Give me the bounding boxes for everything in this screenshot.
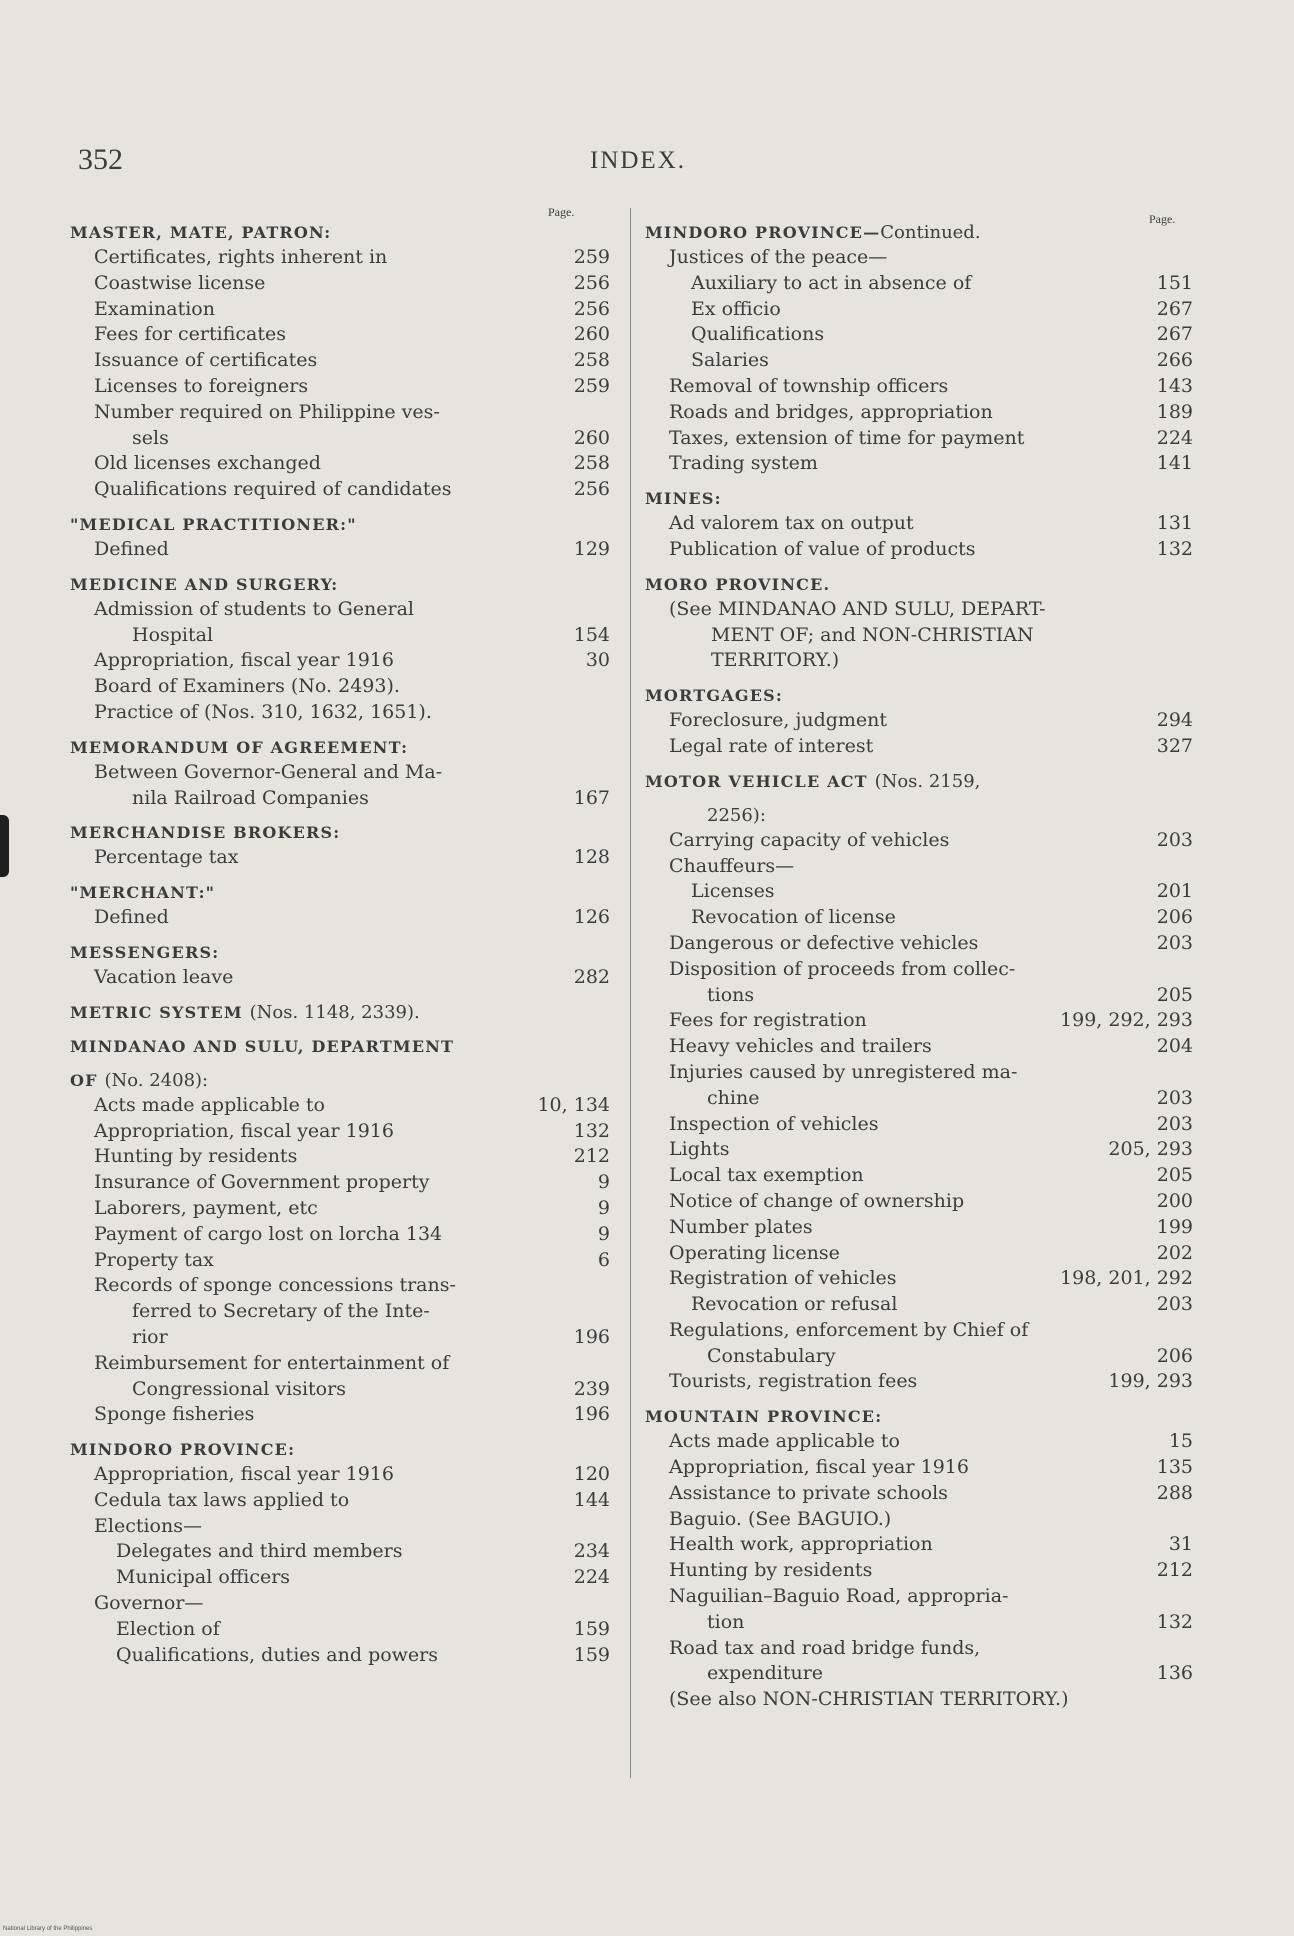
index-heading — [70, 940, 610, 965]
entry-text: Disposition of proceeds from collec- — [669, 957, 1016, 980]
index-entry — [70, 426, 610, 452]
index-heading — [645, 486, 1193, 511]
entry-text: Ex officio — [691, 297, 781, 320]
index-entry — [70, 1170, 610, 1196]
entry-text: Elections— — [94, 1514, 202, 1537]
index-entry — [70, 1514, 610, 1540]
entry-page-ref: 143 — [1156, 374, 1193, 397]
entry-text: Examination — [94, 297, 215, 320]
index-heading — [70, 1034, 610, 1059]
entry-page-ref: 154 — [573, 623, 610, 646]
index-heading — [645, 1404, 1193, 1429]
entry-page-ref: 10, 134 — [537, 1093, 610, 1116]
entry-text: Property tax — [94, 1248, 214, 1271]
entry-page-ref: 203 — [1156, 828, 1193, 851]
entry-text: nila Railroad Companies — [132, 786, 369, 809]
entry-page-ref: 224 — [573, 1566, 610, 1589]
entry-page-ref: 132 — [1156, 537, 1193, 560]
entry-page-ref: 128 — [573, 846, 610, 869]
entry-text: Appropriation, fiscal year 1916 — [94, 1119, 394, 1142]
heading-text: MINDANAO AND SULU, DEPARTMENT — [70, 1036, 455, 1056]
entry-text: Injuries caused by unregistered ma- — [669, 1060, 1018, 1083]
index-heading — [70, 735, 610, 760]
entry-page-ref: 31 — [1168, 1533, 1193, 1556]
entry-text: Road tax and road bridge funds, — [669, 1636, 981, 1659]
entry-text: Appropriation, fiscal year 1916 — [94, 649, 394, 672]
index-entry — [645, 1137, 1193, 1163]
entry-text: chine — [707, 1086, 760, 1109]
index-entry — [645, 271, 1193, 297]
heading-text: MORO PROVINCE. — [645, 574, 831, 594]
entry-text: Number plates — [669, 1215, 813, 1238]
index-entry — [70, 1643, 610, 1669]
index-entry — [645, 708, 1193, 734]
index-entry — [645, 1507, 1193, 1533]
entry-text: Removal of township officers — [669, 374, 949, 397]
entry-text: Defined — [94, 537, 169, 560]
index-heading — [70, 220, 610, 245]
index-entry — [645, 1481, 1193, 1507]
index-entry — [70, 245, 610, 271]
heading-text: "MERCHANT:" — [70, 883, 216, 903]
entry-page-ref: 196 — [573, 1325, 610, 1348]
entry-text: Inspection of vehicles — [669, 1112, 879, 1135]
entry-text: rior — [132, 1325, 168, 1348]
entry-page-ref: 256 — [573, 271, 610, 294]
binding-shadow — [0, 815, 9, 877]
index-entry — [645, 400, 1193, 426]
entry-text: Publication of value of products — [669, 537, 976, 560]
entry-page-ref: 159 — [573, 1617, 610, 1640]
index-entry — [70, 1248, 610, 1274]
entry-text: ferred to Secretary of the Inte- — [132, 1300, 430, 1323]
index-entry — [645, 854, 1193, 880]
entry-text: Assistance to private schools — [669, 1481, 948, 1504]
entry-text: Payment of cargo lost on lorcha 134 — [94, 1222, 443, 1245]
entry-text: Baguio. (See BAGUIO.) — [669, 1507, 892, 1530]
entry-text: Board of Examiners (No. 2493). — [94, 675, 400, 698]
entry-text: Insurance of Government property — [94, 1171, 430, 1194]
index-entry — [645, 1215, 1193, 1241]
index-entry — [70, 537, 610, 563]
entry-page-ref: 189 — [1156, 400, 1193, 423]
heading-text: MOTOR VEHICLE ACT — [645, 771, 868, 791]
index-entry — [645, 511, 1193, 537]
page-label: Page. — [1149, 212, 1176, 226]
entry-page-ref: 141 — [1156, 452, 1193, 475]
entry-text: Appropriation, fiscal year 1916 — [94, 1463, 394, 1486]
index-entry — [645, 374, 1193, 400]
index-entry — [645, 879, 1193, 905]
entry-page-ref: 260 — [573, 426, 610, 449]
heading-text: MASTER, MATE, PATRON: — [70, 223, 332, 242]
entry-text: Hunting by residents — [669, 1559, 873, 1582]
entry-text: Revocation of license — [691, 906, 896, 929]
index-entry — [645, 905, 1193, 931]
index-entry — [645, 1008, 1193, 1034]
entry-text: Heavy vehicles and trailers — [669, 1035, 932, 1058]
entry-page-ref: 129 — [573, 537, 610, 560]
index-entry — [70, 1093, 610, 1119]
index-entry — [70, 1488, 610, 1514]
entry-page-ref: 30 — [585, 649, 610, 672]
entry-text: Appropriation, fiscal year 1916 — [669, 1456, 969, 1479]
entry-text: Laborers, payment, etc — [94, 1196, 318, 1219]
heading-text: MERCHANDISE BROKERS: — [70, 823, 341, 843]
cross-reference: (See also NON-CHRISTIAN TERRITORY.) — [669, 1688, 1069, 1711]
index-entries — [645, 205, 1193, 1713]
index-entry — [645, 1034, 1193, 1060]
index-entry — [645, 245, 1193, 271]
page-number: 352 — [78, 143, 123, 176]
index-entry — [645, 734, 1193, 760]
entry-text: Regulations, enforcement by Chief of — [669, 1318, 1029, 1341]
entry-text: Reimbursement for entertainment of — [94, 1351, 450, 1374]
entry-page-ref: 9 — [597, 1222, 610, 1245]
entry-text: Fees for registration — [669, 1009, 867, 1032]
heading-text: MORTGAGES: — [645, 686, 783, 706]
index-entry — [70, 451, 610, 477]
index-entry — [70, 1565, 610, 1591]
entry-page-ref: 212 — [573, 1145, 610, 1168]
index-entry — [70, 1539, 610, 1565]
heading-reference: (No. 2408): — [104, 1069, 209, 1091]
cross-reference: MENT OF; and NON-CHRISTIAN — [711, 623, 1034, 646]
entry-page-ref: 239 — [573, 1377, 610, 1400]
index-entry — [70, 1351, 610, 1377]
entry-text: tions — [707, 983, 755, 1006]
index-heading — [645, 683, 1193, 708]
entry-page-ref: 259 — [573, 374, 610, 397]
entry-text: sels — [132, 426, 169, 449]
index-entry — [70, 1325, 610, 1351]
entry-text: Hunting by residents — [94, 1145, 298, 1168]
index-entry — [70, 1196, 610, 1222]
entry-page-ref: 151 — [1156, 271, 1193, 294]
entry-page-ref: 260 — [573, 323, 610, 346]
index-heading — [645, 769, 1193, 794]
index-entry — [70, 597, 610, 623]
entry-page-ref: 199, 293 — [1108, 1370, 1193, 1393]
index-heading — [645, 572, 1193, 597]
heading-continued: Continued. — [880, 222, 981, 243]
entry-text: Tourists, registration fees — [669, 1370, 918, 1393]
index-entry — [645, 1189, 1193, 1215]
entry-text: Revocation or refusal — [691, 1293, 898, 1316]
entry-text: Qualifications — [691, 323, 825, 346]
index-entry — [645, 1344, 1193, 1370]
heading-text: MINES: — [645, 489, 722, 509]
entry-page-ref: 132 — [573, 1119, 610, 1142]
entry-text: Delegates and third members — [116, 1540, 403, 1563]
entry-page-ref: 203 — [1156, 931, 1193, 954]
entry-text: Auxiliary to act in absence of — [691, 271, 972, 294]
entry-page-ref: 199, 292, 293 — [1060, 1009, 1193, 1032]
entry-page-ref: 224 — [1156, 426, 1193, 449]
entry-text: Qualifications, duties and powers — [116, 1643, 439, 1666]
index-entry — [70, 1299, 610, 1325]
index-entry — [70, 1377, 610, 1403]
entry-page-ref: 132 — [1156, 1610, 1193, 1633]
entry-page-ref: 205 — [1156, 983, 1193, 1006]
entry-text: Legal rate of interest — [669, 734, 874, 757]
index-entry — [70, 1462, 610, 1488]
index-entry — [70, 700, 610, 726]
index-entry — [645, 426, 1193, 452]
entry-text: expenditure — [707, 1662, 824, 1685]
index-entry — [70, 674, 610, 700]
heading-text: MINDORO PROVINCE— — [645, 223, 881, 242]
cross-reference: (See MINDANAO AND SULU, DEPART- — [669, 597, 1046, 620]
index-entry — [70, 297, 610, 323]
entry-page-ref: 212 — [1156, 1559, 1193, 1582]
entry-page-ref: 259 — [573, 246, 610, 268]
entry-page-ref: 136 — [1156, 1662, 1193, 1685]
entry-text: Fees for certificates — [94, 323, 286, 346]
entry-text: Constabulary — [707, 1344, 836, 1367]
entry-text: Trading system — [669, 452, 818, 475]
entry-text: Hospital — [132, 623, 214, 646]
index-entry — [645, 1318, 1193, 1344]
heading-reference: 2256): — [707, 804, 766, 826]
index-entry — [645, 828, 1193, 854]
index-entry — [645, 322, 1193, 348]
index-entry — [70, 400, 610, 426]
entry-text: Old licenses exchanged — [94, 452, 321, 475]
heading-text: METRIC SYSTEM — [70, 1002, 243, 1022]
entry-page-ref: 256 — [573, 478, 610, 501]
index-entry — [70, 965, 610, 991]
entry-text: Coastwise license — [94, 271, 266, 294]
index-entry — [70, 348, 610, 374]
entry-page-ref: 126 — [573, 906, 610, 929]
index-entry — [645, 297, 1193, 323]
entry-page-ref: 256 — [573, 297, 610, 320]
index-entry — [645, 1532, 1193, 1558]
entry-page-ref: 198, 201, 292 — [1060, 1267, 1193, 1290]
index-entry — [645, 1610, 1193, 1636]
index-heading — [645, 220, 1193, 245]
entry-page-ref: 131 — [1156, 512, 1193, 535]
entry-text: Licenses — [691, 880, 775, 903]
index-entry — [70, 1222, 610, 1248]
index-entry — [70, 1617, 610, 1643]
entry-page-ref: 205 — [1156, 1164, 1193, 1187]
entry-page-ref: 199 — [1156, 1215, 1193, 1238]
heading-reference: (Nos. 2159, — [874, 770, 981, 792]
entry-text: Chauffeurs— — [669, 854, 795, 877]
index-entry — [70, 623, 610, 649]
entry-page-ref: 167 — [573, 786, 610, 809]
entry-page-ref: 120 — [573, 1463, 610, 1486]
entry-text: Notice of change of ownership — [669, 1189, 965, 1212]
index-entry — [70, 322, 610, 348]
index-entry — [70, 1119, 610, 1145]
entry-page-ref: 196 — [573, 1403, 610, 1426]
entry-page-ref: 203 — [1156, 1086, 1193, 1109]
entry-text: Taxes, extension of time for payment — [669, 426, 1025, 449]
entry-page-ref: 15 — [1168, 1430, 1193, 1453]
index-entry — [645, 931, 1193, 957]
index-heading — [70, 1000, 610, 1025]
index-entry — [70, 760, 610, 786]
index-heading — [70, 880, 610, 905]
entry-text: Cedula tax laws applied to — [94, 1488, 350, 1511]
entry-text: Governor— — [94, 1592, 204, 1615]
entry-text: Naguilian–Baguio Road, appropria- — [669, 1585, 1009, 1608]
index-entry — [70, 1591, 610, 1617]
heading-text: MINDORO PROVINCE: — [70, 1440, 296, 1460]
heading-reference: (Nos. 1148, 2339). — [249, 1001, 420, 1023]
index-entry — [645, 957, 1193, 983]
entry-text: tion — [707, 1610, 745, 1633]
heading-text: OF — [70, 1070, 98, 1090]
entry-text: Lights — [669, 1138, 730, 1161]
entry-page-ref: 6 — [597, 1248, 610, 1271]
index-entry — [70, 1402, 610, 1428]
index-entry — [70, 271, 610, 297]
entry-page-ref: 327 — [1156, 734, 1193, 757]
index-entry — [645, 1241, 1193, 1267]
entry-text: Qualifications required of candidates — [94, 478, 452, 501]
entry-text: Ad valorem tax on output — [669, 512, 914, 535]
entry-text: Number required on Philippine ves- — [94, 400, 440, 423]
entry-page-ref: 267 — [1156, 323, 1193, 346]
entry-page-ref: 203 — [1156, 1293, 1193, 1316]
entry-page-ref: 9 — [597, 1196, 610, 1219]
entry-page-ref: 266 — [1156, 349, 1193, 372]
entry-text: Records of sponge concessions trans- — [94, 1274, 456, 1297]
entry-text: Acts made applicable to — [94, 1093, 325, 1116]
heading-text: MOUNTAIN PROVINCE: — [645, 1407, 883, 1427]
index-entry — [645, 1636, 1193, 1662]
column-divider — [630, 208, 631, 1778]
entry-text: Percentage tax — [94, 846, 239, 869]
entry-page-ref: 258 — [573, 452, 610, 475]
index-heading — [70, 1068, 610, 1093]
entry-page-ref: 200 — [1156, 1189, 1193, 1212]
index-entry — [645, 983, 1193, 1009]
index-entry — [645, 1266, 1193, 1292]
entry-page-ref: 135 — [1156, 1456, 1193, 1479]
entry-page-ref: 204 — [1156, 1035, 1193, 1058]
entry-text: Municipal officers — [116, 1566, 291, 1589]
index-entry — [70, 477, 610, 503]
page-label: Page. — [548, 205, 575, 219]
index-entry — [645, 1558, 1193, 1584]
cross-reference: TERRITORY.) — [711, 649, 840, 672]
entry-text: Justices of the peace— — [669, 246, 888, 268]
entry-text: Election of — [116, 1617, 220, 1640]
left-column — [70, 205, 610, 1668]
index-entry — [70, 1144, 610, 1170]
entry-text: Congressional visitors — [132, 1377, 346, 1400]
entry-page-ref: 9 — [597, 1171, 610, 1194]
index-heading — [70, 820, 610, 845]
running-head: INDEX. — [590, 147, 687, 174]
index-entry — [645, 537, 1193, 563]
entry-page-ref: 206 — [1156, 1344, 1193, 1367]
entry-text: Between Governor-General and Ma- — [94, 760, 443, 783]
index-entry — [70, 1273, 610, 1299]
entry-text: Operating license — [669, 1241, 840, 1264]
scan-credit: National Library of the Philippines — [3, 1926, 93, 1932]
entry-text: Certificates, rights inherent in — [94, 246, 388, 268]
index-entries — [70, 205, 610, 1668]
index-entry — [645, 1060, 1193, 1086]
entry-page-ref: 282 — [573, 965, 610, 988]
index-entry — [645, 451, 1193, 477]
heading-text: MEDICINE AND SURGERY: — [70, 574, 339, 594]
entry-page-ref: 202 — [1156, 1241, 1193, 1264]
entry-text: Registration of vehicles — [669, 1267, 897, 1290]
entry-page-ref: 201 — [1156, 880, 1193, 903]
entry-text: Admission of students to General — [94, 597, 414, 620]
index-entry — [70, 905, 610, 931]
index-heading — [70, 512, 610, 537]
index-entry — [70, 648, 610, 674]
index-entry — [645, 1086, 1193, 1112]
entry-text: Defined — [94, 906, 169, 929]
entry-text: Salaries — [691, 349, 769, 372]
entry-page-ref: 267 — [1156, 297, 1193, 320]
entry-text: Health work, appropriation — [669, 1533, 933, 1556]
entry-text: Licenses to foreigners — [94, 374, 309, 397]
entry-text: Issuance of certificates — [94, 349, 318, 372]
heading-text: "MEDICAL PRACTITIONER:" — [70, 514, 357, 534]
entry-page-ref: 288 — [1156, 1481, 1193, 1504]
index-entry — [70, 845, 610, 871]
entry-page-ref: 144 — [573, 1488, 610, 1511]
index-entry — [645, 1292, 1193, 1318]
heading-text: MEMORANDUM OF AGREEMENT: — [70, 737, 409, 757]
index-entry — [645, 1112, 1193, 1138]
index-heading — [70, 572, 610, 597]
right-column — [645, 205, 1193, 1713]
entry-page-ref: 206 — [1156, 906, 1193, 929]
index-entry — [645, 1661, 1193, 1687]
entry-page-ref: 203 — [1156, 1112, 1193, 1135]
entry-page-ref: 205, 293 — [1108, 1138, 1193, 1161]
entry-text: Roads and bridges, appropriation — [669, 400, 993, 423]
entry-page-ref: 234 — [573, 1540, 610, 1563]
entry-text: Dangerous or defective vehicles — [669, 931, 979, 954]
entry-page-ref: 258 — [573, 349, 610, 372]
entry-text: Carrying capacity of vehicles — [669, 828, 950, 851]
entry-text: Foreclosure, judgment — [669, 709, 888, 732]
index-entry — [645, 1455, 1193, 1481]
entry-text: Vacation leave — [94, 965, 234, 988]
index-entry — [70, 374, 610, 400]
index-entry — [70, 786, 610, 812]
entry-text: Acts made applicable to — [669, 1430, 900, 1453]
entry-page-ref: 159 — [573, 1643, 610, 1666]
index-heading — [645, 803, 1193, 828]
index-entry — [645, 1163, 1193, 1189]
entry-text: Local tax exemption — [669, 1164, 864, 1187]
index-entry — [645, 1584, 1193, 1610]
entry-text: Sponge fisheries — [94, 1403, 255, 1426]
index-entry — [645, 348, 1193, 374]
index-entry — [645, 1429, 1193, 1455]
heading-text: MESSENGERS: — [70, 942, 220, 962]
entry-page-ref: 294 — [1156, 709, 1193, 732]
entry-text: Practice of (Nos. 310, 1632, 1651). — [94, 700, 432, 723]
index-entry — [645, 1369, 1193, 1395]
index-heading — [70, 1437, 610, 1462]
